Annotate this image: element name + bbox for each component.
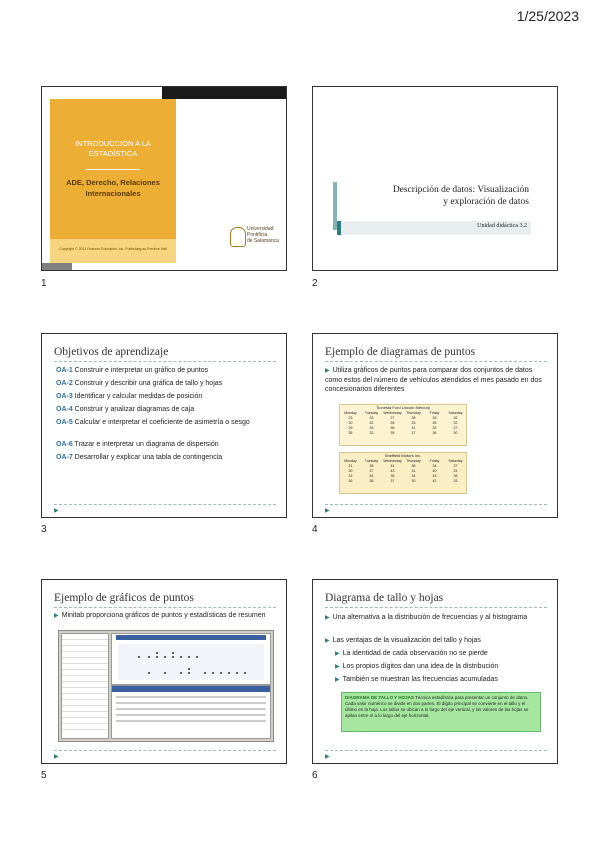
title-divider xyxy=(86,169,140,170)
university-seal-icon xyxy=(230,227,246,247)
objective-item: OA-2 Construir y describir una gráfica de tallo y hojas xyxy=(56,380,223,387)
slide-6 xyxy=(312,579,558,764)
bullet-arrow-icon: ▶ xyxy=(54,613,59,619)
title-rule xyxy=(325,607,547,608)
slide-number: 6 xyxy=(312,770,318,781)
minitab-screenshot xyxy=(58,630,274,742)
print-date: 1/25/2023 xyxy=(516,8,579,24)
objective-item: OA-5 Calcular e interpretar el coeficiente de asimetría o sesgo xyxy=(56,419,250,426)
table-row: 30 37 43 31 40 31 xyxy=(348,469,458,473)
table-header-row: Monday Tuesday Wednesday Thursday Friday Saturday xyxy=(344,411,463,415)
footer-arrow-icon: ▶ xyxy=(54,754,59,760)
title-gray-block xyxy=(42,263,72,271)
session-title-bar xyxy=(112,686,270,692)
slide-title: Diagrama de tallo y hojas xyxy=(325,592,444,604)
objective-item: OA-1 Construir e interpretar un gráfico de puntos xyxy=(56,367,209,374)
unit-label: Unidad didáctica 3.2 xyxy=(477,223,527,229)
slide-number: 1 xyxy=(41,278,47,289)
table-row: 30 32 28 33 35 32 xyxy=(348,421,458,425)
slide-title: Ejemplo de gráficos de puntos xyxy=(54,592,194,604)
slide-1 xyxy=(41,86,287,271)
session-window xyxy=(111,685,271,739)
bullet-arrow-icon: ▶ xyxy=(325,615,330,621)
dealer-table-1 xyxy=(339,404,467,446)
slide-number: 4 xyxy=(312,524,318,535)
bullet-arrow-icon: ▶ xyxy=(325,638,330,644)
footer-rule xyxy=(325,750,547,751)
university-logo-text: Universidad Pontificia de Salamanca xyxy=(247,226,279,244)
bullet-arrow-icon: ▶ xyxy=(335,664,340,670)
title-rule xyxy=(325,361,547,362)
unit-box xyxy=(337,221,531,235)
course-subtitle: ADE, Derecho, Relaciones Internacionales xyxy=(66,178,160,198)
worksheet-grid xyxy=(61,633,109,739)
graph-title-bar xyxy=(116,635,266,640)
bullet-item: ▶ Minitab proporciona gráficos de puntos y estadísticas de resumen xyxy=(54,612,266,619)
sub-bullet-item: ▶ También se muestran las frecuencias acumuladas xyxy=(335,676,498,683)
slide-4 xyxy=(312,333,558,518)
title-rule xyxy=(54,361,276,362)
bullet-arrow-icon: ▶ xyxy=(335,651,340,657)
slide-3 xyxy=(41,333,287,518)
unit-title: Descripción de datos: Visualización y exploración de datos xyxy=(392,185,529,207)
table-row: 29 25 36 31 32 27 xyxy=(348,426,458,430)
copyright-text: Copyright © 2011 Pearson Education, Inc. Publishing as Prentice Hall xyxy=(59,247,167,251)
sub-bullet-item: ▶ Los propios dígitos dan una idea de la distribución xyxy=(335,663,499,670)
slide-number: 5 xyxy=(41,770,47,781)
slide-number: 3 xyxy=(41,524,47,535)
bullet-item: ▶ Las ventajas de la visualización del tallo y hojas xyxy=(325,637,481,644)
table-row: 31 35 44 36 34 37 xyxy=(348,464,458,468)
slide-2 xyxy=(312,86,558,271)
sub-bullet-item: ▶ La identidad de cada observación no se pierde xyxy=(335,650,488,657)
table-row: 32 44 36 34 43 36 xyxy=(348,474,458,478)
slide-number: 2 xyxy=(312,278,318,289)
slide-title: Objetivos de aprendizaje xyxy=(54,346,169,358)
title-yellow-strip xyxy=(50,239,176,263)
slide-5 xyxy=(41,579,287,764)
table-row: 35 32 35 37 36 30 xyxy=(348,431,458,435)
footer-arrow-icon: ▶ xyxy=(54,508,59,514)
footer-rule xyxy=(54,504,276,505)
bullet-arrow-icon: ▶ xyxy=(335,677,340,683)
bullet-item: ▶ Una alternativa a la distribución de frecuencias y al histograma xyxy=(325,614,528,621)
table-header-row: Monday Tuesday Wednesday Thursday Friday Saturday xyxy=(344,459,463,463)
objective-item: OA-6 Trazar e interpretar un diagrama de dispersión xyxy=(56,441,219,448)
dotplot-area xyxy=(118,644,264,680)
footer-arrow-icon: ▶ xyxy=(325,508,330,514)
bullet-item: ▶ Utiliza gráficos de puntos para comparar dos conjuntos de datos como estos del número de vehículos atendidos el mes pasado en dos concesionarios diferentes xyxy=(325,367,542,393)
objective-item: OA-7 Desarrollar y explicar una tabla de contingencia xyxy=(56,454,223,461)
footer-rule xyxy=(325,504,547,505)
bullet-arrow-icon: ▶ xyxy=(325,368,330,374)
objective-item: OA-3 Identificar y calcular medidas de posición xyxy=(56,393,203,400)
table-title: Sheffield Motors Inc. xyxy=(384,453,422,458)
course-title: INTRODUCCIÓN A LA ESTADÍSTICA xyxy=(75,139,151,158)
table-row: 26 38 37 30 42 33 xyxy=(348,479,458,483)
title-rule xyxy=(54,607,276,608)
table-row: 23 33 27 28 39 26 xyxy=(348,416,458,420)
definition-box: DIAGRAMA DE TALLO Y HOJAS Técnica estadística para presentar un conjunto de datos. Cada valor numérico se divide en dos partes. El dígito principal se convierte en el tallo y el último en la hoja. Los tallos se ubican a lo largo del eje vertical, y los valores de las hojas se apilan entre sí a lo largo del eje horizontal. xyxy=(341,692,541,732)
dotplot-window xyxy=(111,633,271,685)
footer-rule xyxy=(54,750,276,751)
dealer-table-2 xyxy=(339,452,467,494)
slide-title: Ejemplo de diagramas de puntos xyxy=(325,346,476,358)
objective-item: OA-4 Construir y analizar diagramas de caja xyxy=(56,406,195,413)
footer-arrow-icon: ▶ xyxy=(325,754,330,760)
table-title: Tionesta Ford Lincoln Mercury xyxy=(376,405,430,410)
title-top-bar xyxy=(162,87,286,99)
